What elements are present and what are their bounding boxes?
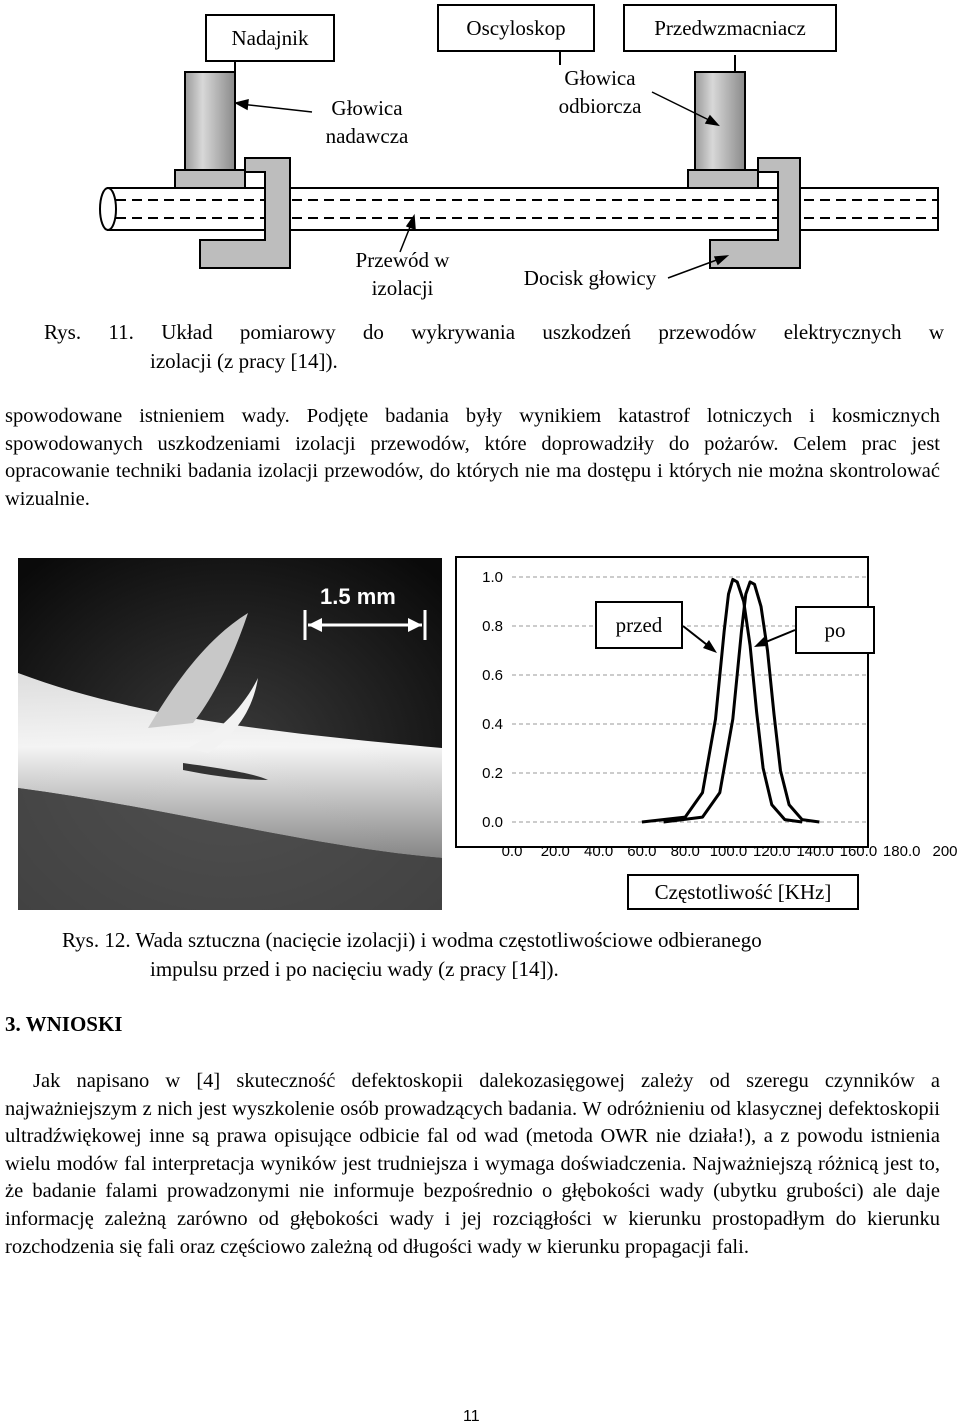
x-tick-label: 120.0: [753, 843, 791, 860]
label-line: nadawcza: [325, 124, 409, 148]
caption-line: impulsu przed i po nacięciu wady (z pracy [14]).: [150, 957, 559, 981]
label-cable: [340, 246, 465, 302]
preamplifier-box: Przedwzmacniacz: [623, 4, 837, 52]
series-label-przed: przed: [595, 601, 683, 649]
x-tick-label: 60.0: [627, 843, 657, 860]
label-line: Głowica: [331, 96, 403, 120]
x-tick-label: 20.0: [540, 843, 570, 860]
y-tick-label: 0.6: [482, 667, 503, 684]
y-tick-label: 0.2: [482, 765, 503, 782]
caption-line: Rys. 12. Wada sztuczna (nacięcie izolacji) i wodma częstotliwościowe odbieranego: [62, 928, 762, 952]
insulated-cable: [100, 188, 938, 230]
scale-bar-label: 1.5 mm: [320, 584, 396, 609]
label-line: Głowica: [564, 66, 636, 90]
label-line: Przewód w: [355, 248, 450, 272]
x-tick-label: 0.0: [501, 843, 523, 860]
x-tick-label: 40.0: [583, 843, 614, 860]
x-tick-label: 80.0: [670, 843, 700, 860]
label-receiver-head: [545, 64, 655, 120]
caption-line: izolacji (z pracy [14]).: [150, 349, 338, 373]
x-tick-label: 160.0: [839, 843, 878, 860]
spectrum-chart: [455, 556, 960, 911]
label-line: izolacji: [371, 276, 434, 300]
page-number: 11: [463, 1408, 480, 1425]
x-tick-label: 140.0: [796, 843, 834, 860]
caption-line: Rys. 11. Układ pomiarowy do wykrywania uszkodzeń przewodów elektrycznych w: [44, 320, 944, 344]
label-line: odbiorcza: [558, 94, 642, 118]
section-heading: 3. WNIOSKI: [5, 1012, 123, 1036]
defect-photo: [18, 558, 442, 910]
receiver-head: [688, 55, 800, 268]
transmitter-head: [175, 62, 290, 268]
y-tick-label: 0.8: [482, 618, 503, 635]
label-arrows: [455, 556, 960, 911]
y-tick-label: 0.0: [482, 814, 503, 831]
y-tick-label: 1.0: [482, 569, 503, 586]
figure-12-caption: [62, 926, 942, 984]
x-tick-label: 180.0: [882, 843, 921, 860]
transmitter-box: Nadajnik: [205, 14, 335, 62]
figure-11: [0, 0, 960, 373]
figure-11-caption: [44, 318, 944, 376]
label-transmitter-head: [312, 94, 422, 150]
x-tick-label: 100.0: [709, 843, 748, 860]
x-axis-label: Częstotliwość [KHz]: [627, 874, 859, 910]
series-label-po: po: [795, 606, 875, 654]
conclusions-paragraph: Jak napisano w [4] skuteczność defektoskopii dalekozasięgowej zależy od szeregu czynników a najważniejszym z nich jest wyszkolenie osób prowadzących badania. W odróżnieniu od klasycznej defektoskopii ultradźwiękowej inne są prawa opisujące odbicie fal od wad (metoda OWR nie działa!), a z powodu istnienia wielu modów fal interpretacja wyników jest trudniejsza i wymaga doświadczenia. Najważniejszą różnicą jest to, że badanie falami prowadzonymi nie informuje bezpośrednio o głębokości wady (ubytku grubości) ale daje informację zależną zarówno od głębokości wady i jej rozciągłości w kierunku prostopadłym do kierunku rozchodzenia się fali oraz częściowo zależną od długości wady w kierunku propagacji fali.: [5, 1070, 940, 1258]
y-tick-label: 0.4: [482, 716, 503, 733]
intro-paragraph: spowodowane istnieniem wady. Podjęte badania były wynikiem katastrof lotniczych i kosmicznych spowodowanych uszkodzeniami izolacji przewodów, które doprowadziły do pożarów. Celem prac jest opracowanie techniki badania izolacji przewodów, do których nie ma dostępu i których nie można skontrolować wizualnie.: [5, 405, 940, 510]
x-tick-label: 200: [932, 843, 958, 860]
label-head-clamp: Docisk głowicy: [523, 266, 657, 290]
oscilloscope-box: Oscyloskop: [437, 4, 595, 52]
